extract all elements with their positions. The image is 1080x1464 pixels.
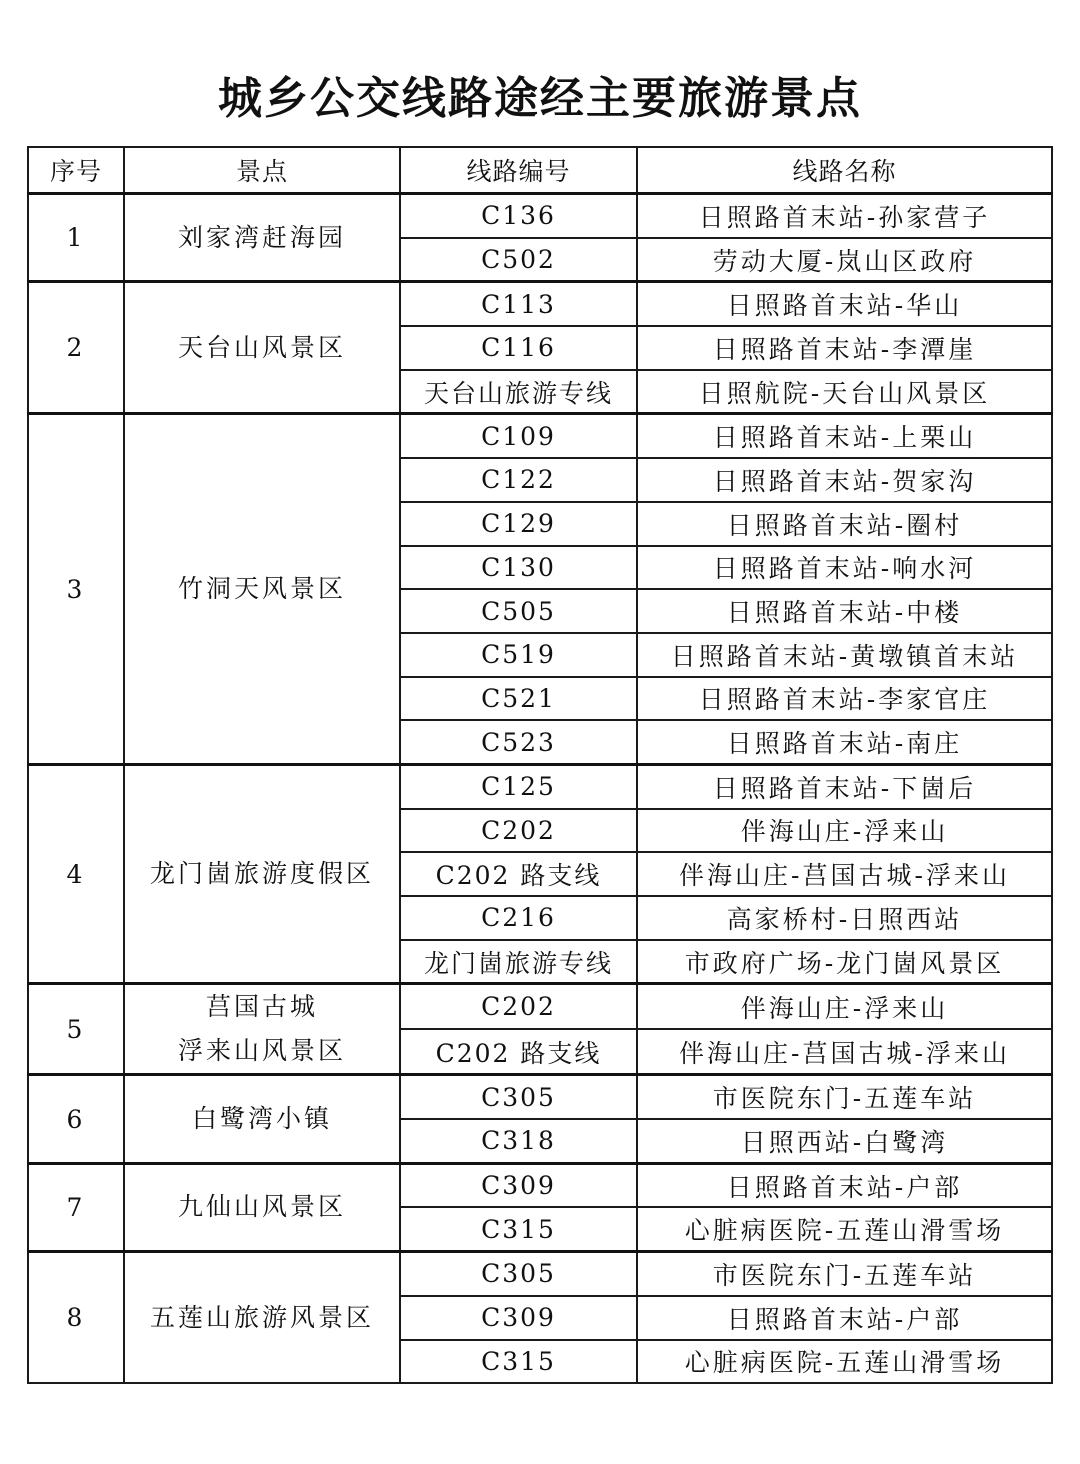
route-name-cell: 日照路首末站-孙家营子 <box>637 194 1052 238</box>
route-name-cell: 市医院东门-五莲车站 <box>637 1252 1052 1296</box>
route-name-cell: 高家桥村-日照西站 <box>637 896 1052 940</box>
table-header-row <box>28 147 1052 194</box>
route-code-cell: C216 <box>400 896 637 940</box>
spot-name-cell <box>124 764 400 983</box>
route-name-cell: 日照路首末站-李潭崖 <box>637 326 1052 370</box>
header-route-code: 线路编号 <box>400 147 637 194</box>
route-code-cell: C309 <box>400 1296 637 1340</box>
table-row <box>28 1252 1052 1296</box>
route-name-cell: 日照路首末站-中楼 <box>637 589 1052 633</box>
spot-name-cell <box>124 984 400 1075</box>
route-code-cell: C305 <box>400 1252 637 1296</box>
route-name-cell: 心脏病医院-五莲山滑雪场 <box>637 1207 1052 1251</box>
route-code-cell: 天台山旅游专线 <box>400 370 637 414</box>
route-code-cell: C505 <box>400 589 637 633</box>
spot-name-cell <box>124 1075 400 1163</box>
route-name-cell: 日照路首末站-华山 <box>637 282 1052 326</box>
spot-index-cell: 3 <box>28 414 124 765</box>
spot-name: 白鹭湾小镇 <box>191 1104 332 1134</box>
route-name-cell: 日照路首末站-户部 <box>637 1296 1052 1340</box>
spot-index-cell: 1 <box>28 194 124 282</box>
route-name-cell: 日照路首末站-贺家沟 <box>637 458 1052 502</box>
route-name-cell: 日照路首末站-下崮后 <box>637 764 1052 808</box>
header-route-name: 线路名称 <box>637 147 1052 194</box>
spot-name-cell <box>124 194 400 282</box>
route-code-cell: C116 <box>400 326 637 370</box>
route-code-cell: C202 路支线 <box>400 1029 637 1075</box>
route-name-cell: 日照路首末站-圈村 <box>637 502 1052 546</box>
route-code-cell: C202 <box>400 809 637 853</box>
spot-name: 天台山风景区 <box>177 332 346 362</box>
route-name-cell: 日照路首末站-上栗山 <box>637 414 1052 458</box>
route-code-cell: C113 <box>400 282 637 326</box>
route-name-cell: 伴海山庄-浮来山 <box>637 984 1052 1030</box>
route-code-cell: C315 <box>400 1207 637 1251</box>
spot-name: 刘家湾赶海园 <box>177 222 346 252</box>
spot-index-cell: 5 <box>28 984 124 1075</box>
spot-index-cell: 6 <box>28 1075 124 1163</box>
route-code-cell: C122 <box>400 458 637 502</box>
route-code-cell: C202 <box>400 984 637 1030</box>
spot-name: 莒国古城 <box>205 992 318 1022</box>
header-index: 序号 <box>28 147 124 194</box>
spot-name-cell <box>124 414 400 765</box>
spot-index-cell: 2 <box>28 282 124 414</box>
spot-name: 浮来山风景区 <box>177 1036 346 1066</box>
spot-index-cell: 4 <box>28 764 124 983</box>
spot-name: 竹洞天风景区 <box>177 574 346 604</box>
route-code-cell: C309 <box>400 1163 637 1207</box>
route-name-cell: 劳动大厦-岚山区政府 <box>637 238 1052 282</box>
table-row <box>28 1163 1052 1207</box>
route-code-cell: C315 <box>400 1340 637 1384</box>
route-name-cell: 日照路首末站-户部 <box>637 1163 1052 1207</box>
route-name-cell: 伴海山庄-浮来山 <box>637 809 1052 853</box>
table-row <box>28 1075 1052 1119</box>
spot-index-cell: 7 <box>28 1163 124 1251</box>
table-body <box>28 194 1052 1384</box>
spot-name-cell <box>124 1252 400 1384</box>
route-code-cell: C521 <box>400 677 637 721</box>
route-code-cell: C130 <box>400 546 637 590</box>
route-name-cell: 日照路首末站-南庄 <box>637 720 1052 764</box>
table-row <box>28 764 1052 808</box>
spot-name: 龙门崮旅游度假区 <box>149 859 374 889</box>
route-name-cell: 伴海山庄-莒国古城-浮来山 <box>637 852 1052 896</box>
table-row <box>28 194 1052 238</box>
route-code-cell: 龙门崮旅游专线 <box>400 940 637 984</box>
route-code-cell: C305 <box>400 1075 637 1119</box>
route-code-cell: C519 <box>400 633 637 677</box>
spot-name-cell <box>124 1163 400 1251</box>
table-row <box>28 282 1052 326</box>
route-name-cell: 日照路首末站-响水河 <box>637 546 1052 590</box>
route-name-cell: 伴海山庄-莒国古城-浮来山 <box>637 1029 1052 1075</box>
route-name-cell: 日照西站-白鹭湾 <box>637 1119 1052 1163</box>
route-name-cell: 日照航院-天台山风景区 <box>637 370 1052 414</box>
table-row <box>28 414 1052 458</box>
spot-index-cell: 8 <box>28 1252 124 1384</box>
route-code-cell: C523 <box>400 720 637 764</box>
route-name-cell: 心脏病医院-五莲山滑雪场 <box>637 1340 1052 1384</box>
route-name-cell: 市医院东门-五莲车站 <box>637 1075 1052 1119</box>
route-code-cell: C202 路支线 <box>400 852 637 896</box>
route-code-cell: C502 <box>400 238 637 282</box>
route-code-cell: C318 <box>400 1119 637 1163</box>
route-table <box>27 146 1053 1384</box>
page-title: 城乡公交线路途经主要旅游景点 <box>218 73 862 124</box>
spot-name: 九仙山风景区 <box>177 1192 346 1222</box>
route-name-cell: 日照路首末站-李家官庄 <box>637 677 1052 721</box>
route-name-cell: 日照路首末站-黄墩镇首末站 <box>637 633 1052 677</box>
route-name-cell: 市政府广场-龙门崮风景区 <box>637 940 1052 984</box>
spot-name: 五莲山旅游风景区 <box>149 1302 374 1332</box>
header-spot: 景点 <box>124 147 400 194</box>
route-code-cell: C109 <box>400 414 637 458</box>
table-row <box>28 984 1052 1030</box>
route-code-cell: C125 <box>400 764 637 808</box>
spot-name-cell <box>124 282 400 414</box>
route-code-cell: C136 <box>400 194 637 238</box>
route-code-cell: C129 <box>400 502 637 546</box>
